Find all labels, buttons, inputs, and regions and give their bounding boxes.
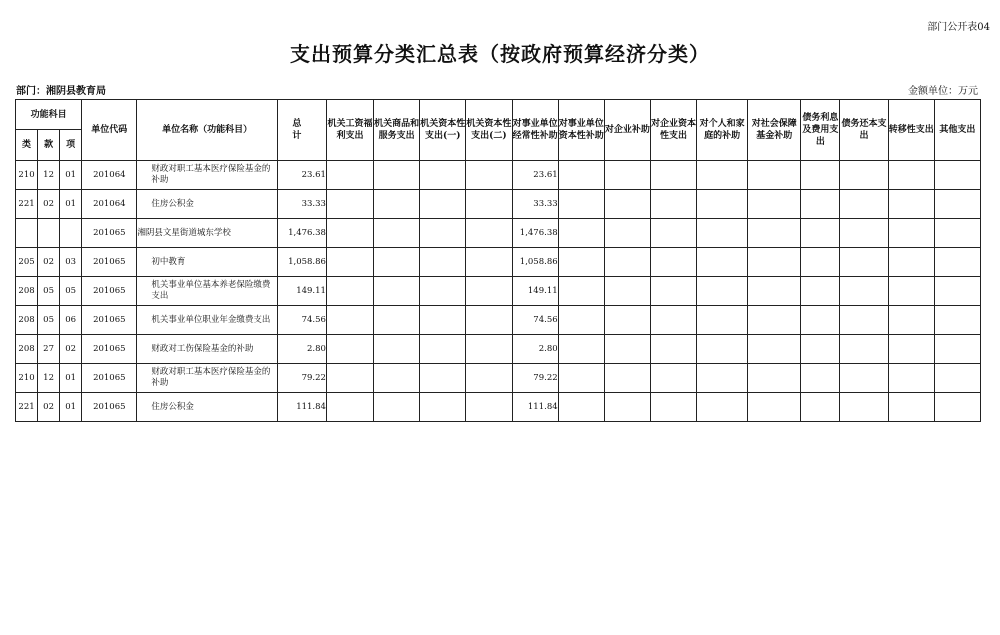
- cell-c12: [840, 190, 888, 219]
- cell-c6: [558, 393, 604, 422]
- cell-c1: [326, 161, 373, 190]
- cell-c5: 2.80: [512, 335, 558, 364]
- cell-c5: 33.33: [512, 190, 558, 219]
- cell-c13: [888, 335, 934, 364]
- table-row: [16, 393, 981, 422]
- cell-c6: [558, 364, 604, 393]
- cell-lei: 205: [16, 248, 38, 277]
- cell-c11: [801, 364, 840, 393]
- cell-lei: 208: [16, 335, 38, 364]
- cell-unit-code: 201065: [82, 306, 137, 335]
- cell-c1: [326, 248, 373, 277]
- cell-c13: [888, 190, 934, 219]
- cell-c4: [466, 219, 512, 248]
- header-total-text: 总 计: [292, 119, 312, 141]
- cell-c14: [934, 364, 980, 393]
- cell-c7: [604, 277, 650, 306]
- cell-c10: [748, 277, 801, 306]
- cell-c14: [934, 306, 980, 335]
- cell-c3: [420, 219, 466, 248]
- cell-xiang: 05: [60, 277, 82, 306]
- header-c7: 对企业补助: [604, 100, 650, 161]
- header-c11: 债务利息及费用支出: [801, 100, 840, 161]
- cell-c5: 74.56: [512, 306, 558, 335]
- cell-c3: [420, 364, 466, 393]
- cell-c14: [934, 190, 980, 219]
- cell-unit-name: 机关事业单位职业年金缴费支出: [137, 306, 277, 335]
- cell-total: 79.22: [277, 364, 326, 393]
- cell-c8: [650, 219, 696, 248]
- cell-c10: [748, 219, 801, 248]
- cell-c6: [558, 277, 604, 306]
- cell-xiang: 02: [60, 335, 82, 364]
- cell-kuan: 12: [38, 161, 60, 190]
- cell-c13: [888, 277, 934, 306]
- header-c9: 对个人和家庭的补助: [697, 100, 748, 161]
- header-c13: 转移性支出: [888, 100, 934, 161]
- cell-c11: [801, 248, 840, 277]
- cell-c12: [840, 161, 888, 190]
- header-lei: 类: [16, 130, 38, 161]
- cell-c13: [888, 306, 934, 335]
- header-c4: 机关资本性支出(二): [466, 100, 512, 161]
- cell-c8: [650, 277, 696, 306]
- cell-total: 1,058.86: [277, 248, 326, 277]
- cell-c13: [888, 219, 934, 248]
- cell-c11: [801, 393, 840, 422]
- cell-c11: [801, 277, 840, 306]
- cell-c12: [840, 248, 888, 277]
- cell-c5: 79.22: [512, 364, 558, 393]
- cell-c10: [748, 248, 801, 277]
- cell-c7: [604, 393, 650, 422]
- department-label: 部门：湘阴县教育局: [16, 86, 106, 97]
- page-title: 支出预算分类汇总表（按政府预算经济分类）: [290, 42, 710, 66]
- cell-lei: [16, 219, 38, 248]
- cell-xiang: 01: [60, 161, 82, 190]
- header-c12: 债务还本支出: [840, 100, 888, 161]
- cell-c14: [934, 219, 980, 248]
- cell-c9: [697, 277, 748, 306]
- cell-unit-name: 财政对职工基本医疗保险基金的补助: [137, 161, 277, 190]
- cell-unit-name: 机关事业单位基本养老保险缴费支出: [137, 277, 277, 306]
- cell-c6: [558, 161, 604, 190]
- cell-c12: [840, 277, 888, 306]
- cell-c2: [374, 277, 420, 306]
- cell-unit-code: 201065: [82, 335, 137, 364]
- cell-c14: [934, 161, 980, 190]
- header-unit-name: 单位名称（功能科目）: [137, 100, 277, 161]
- cell-c9: [697, 335, 748, 364]
- cell-c4: [466, 306, 512, 335]
- table-row: [16, 364, 981, 393]
- form-code: 部门公开表04: [927, 22, 990, 33]
- cell-c6: [558, 306, 604, 335]
- cell-c2: [374, 219, 420, 248]
- table-row: [16, 277, 981, 306]
- cell-c11: [801, 190, 840, 219]
- cell-kuan: 02: [38, 190, 60, 219]
- cell-kuan: 27: [38, 335, 60, 364]
- cell-c1: [326, 306, 373, 335]
- header-total: [277, 100, 326, 161]
- cell-unit-code: 201065: [82, 364, 137, 393]
- cell-xiang: [60, 219, 82, 248]
- cell-c8: [650, 393, 696, 422]
- header-c2: 机关商品和服务支出: [374, 100, 420, 161]
- cell-lei: 210: [16, 364, 38, 393]
- cell-xiang: 03: [60, 248, 82, 277]
- cell-c8: [650, 248, 696, 277]
- cell-kuan: [38, 219, 60, 248]
- table-row: [16, 248, 981, 277]
- cell-c7: [604, 219, 650, 248]
- cell-c7: [604, 335, 650, 364]
- cell-c2: [374, 306, 420, 335]
- cell-c1: [326, 393, 373, 422]
- header-func-group: 功能科目: [16, 100, 82, 130]
- cell-total: 33.33: [277, 190, 326, 219]
- cell-c8: [650, 335, 696, 364]
- cell-c4: [466, 335, 512, 364]
- cell-unit-name: 财政对职工基本医疗保险基金的补助: [137, 364, 277, 393]
- header-c3: 机关资本性支出(一): [420, 100, 466, 161]
- cell-c5: 1,476.38: [512, 219, 558, 248]
- header-c1: 机关工资福利支出: [326, 100, 373, 161]
- cell-c10: [748, 364, 801, 393]
- cell-c14: [934, 248, 980, 277]
- cell-c8: [650, 306, 696, 335]
- cell-c8: [650, 161, 696, 190]
- cell-c5: 23.61: [512, 161, 558, 190]
- cell-total: 149.11: [277, 277, 326, 306]
- cell-c10: [748, 306, 801, 335]
- cell-c12: [840, 219, 888, 248]
- cell-unit-code: 201065: [82, 393, 137, 422]
- cell-c7: [604, 190, 650, 219]
- cell-c2: [374, 161, 420, 190]
- cell-c13: [888, 161, 934, 190]
- cell-c1: [326, 219, 373, 248]
- cell-kuan: 02: [38, 248, 60, 277]
- cell-c11: [801, 161, 840, 190]
- header-c6: 对事业单位资本性补助: [558, 100, 604, 161]
- cell-c4: [466, 248, 512, 277]
- cell-c11: [801, 335, 840, 364]
- cell-c7: [604, 306, 650, 335]
- cell-kuan: 05: [38, 277, 60, 306]
- cell-c10: [748, 393, 801, 422]
- cell-c9: [697, 161, 748, 190]
- cell-c10: [748, 335, 801, 364]
- cell-xiang: 01: [60, 190, 82, 219]
- cell-total: 111.84: [277, 393, 326, 422]
- cell-c6: [558, 248, 604, 277]
- amount-unit-label: 金额单位：万元: [908, 86, 978, 97]
- cell-c9: [697, 219, 748, 248]
- cell-c6: [558, 219, 604, 248]
- cell-total: 74.56: [277, 306, 326, 335]
- table-row: [16, 219, 981, 248]
- cell-c8: [650, 364, 696, 393]
- cell-c2: [374, 190, 420, 219]
- cell-unit-name: 住房公积金: [137, 393, 277, 422]
- header-c10: 对社会保障基金补助: [748, 100, 801, 161]
- cell-unit-code: 201065: [82, 248, 137, 277]
- cell-c9: [697, 190, 748, 219]
- header-xiang: 项: [60, 130, 82, 161]
- cell-c9: [697, 306, 748, 335]
- cell-c13: [888, 364, 934, 393]
- cell-c4: [466, 393, 512, 422]
- cell-c14: [934, 335, 980, 364]
- cell-c3: [420, 161, 466, 190]
- cell-c2: [374, 364, 420, 393]
- cell-c11: [801, 306, 840, 335]
- cell-lei: 208: [16, 306, 38, 335]
- cell-c13: [888, 393, 934, 422]
- cell-c3: [420, 393, 466, 422]
- header-c5: 对事业单位经常性补助: [512, 100, 558, 161]
- table-row: [16, 335, 981, 364]
- cell-lei: 208: [16, 277, 38, 306]
- header-kuan: 款: [38, 130, 60, 161]
- cell-c1: [326, 364, 373, 393]
- cell-total: 23.61: [277, 161, 326, 190]
- cell-xiang: 06: [60, 306, 82, 335]
- cell-xiang: 01: [60, 393, 82, 422]
- cell-lei: 210: [16, 161, 38, 190]
- cell-c9: [697, 393, 748, 422]
- cell-kuan: 05: [38, 306, 60, 335]
- cell-c3: [420, 277, 466, 306]
- cell-c11: [801, 219, 840, 248]
- header-c8: 对企业资本性支出: [650, 100, 696, 161]
- cell-c4: [466, 364, 512, 393]
- cell-c10: [748, 161, 801, 190]
- cell-xiang: 01: [60, 364, 82, 393]
- cell-c13: [888, 248, 934, 277]
- cell-c8: [650, 190, 696, 219]
- cell-unit-code: 201064: [82, 161, 137, 190]
- cell-c2: [374, 393, 420, 422]
- table-row: [16, 190, 981, 219]
- cell-c3: [420, 306, 466, 335]
- cell-unit-name: 初中教育: [137, 248, 277, 277]
- table-row: [16, 306, 981, 335]
- cell-c5: 1,058.86: [512, 248, 558, 277]
- cell-c12: [840, 306, 888, 335]
- header-c14: 其他支出: [934, 100, 980, 161]
- cell-c14: [934, 393, 980, 422]
- cell-c4: [466, 277, 512, 306]
- expenditure-table: [15, 99, 981, 422]
- cell-unit-name: 财政对工伤保险基金的补助: [137, 335, 277, 364]
- cell-c12: [840, 364, 888, 393]
- cell-unit-name: 湘阴县文星街道城东学校: [137, 219, 277, 248]
- cell-c12: [840, 335, 888, 364]
- cell-c1: [326, 277, 373, 306]
- cell-c3: [420, 335, 466, 364]
- cell-c6: [558, 335, 604, 364]
- cell-c5: 149.11: [512, 277, 558, 306]
- cell-c3: [420, 190, 466, 219]
- cell-unit-code: 201065: [82, 219, 137, 248]
- cell-c1: [326, 335, 373, 364]
- cell-kuan: 12: [38, 364, 60, 393]
- cell-c5: 111.84: [512, 393, 558, 422]
- cell-lei: 221: [16, 393, 38, 422]
- cell-c4: [466, 161, 512, 190]
- cell-total: 1,476.38: [277, 219, 326, 248]
- cell-c2: [374, 335, 420, 364]
- cell-c4: [466, 190, 512, 219]
- table-row: [16, 161, 981, 190]
- cell-c14: [934, 277, 980, 306]
- cell-c7: [604, 161, 650, 190]
- cell-kuan: 02: [38, 393, 60, 422]
- cell-unit-code: 201065: [82, 277, 137, 306]
- cell-c1: [326, 190, 373, 219]
- cell-c10: [748, 190, 801, 219]
- cell-c9: [697, 364, 748, 393]
- cell-c6: [558, 190, 604, 219]
- cell-c12: [840, 393, 888, 422]
- cell-c7: [604, 364, 650, 393]
- header-unit-code: 单位代码: [82, 100, 137, 161]
- cell-total: 2.80: [277, 335, 326, 364]
- cell-unit-name: 住房公积金: [137, 190, 277, 219]
- cell-lei: 221: [16, 190, 38, 219]
- cell-c2: [374, 248, 420, 277]
- cell-c7: [604, 248, 650, 277]
- cell-unit-code: 201064: [82, 190, 137, 219]
- cell-c3: [420, 248, 466, 277]
- cell-c9: [697, 248, 748, 277]
